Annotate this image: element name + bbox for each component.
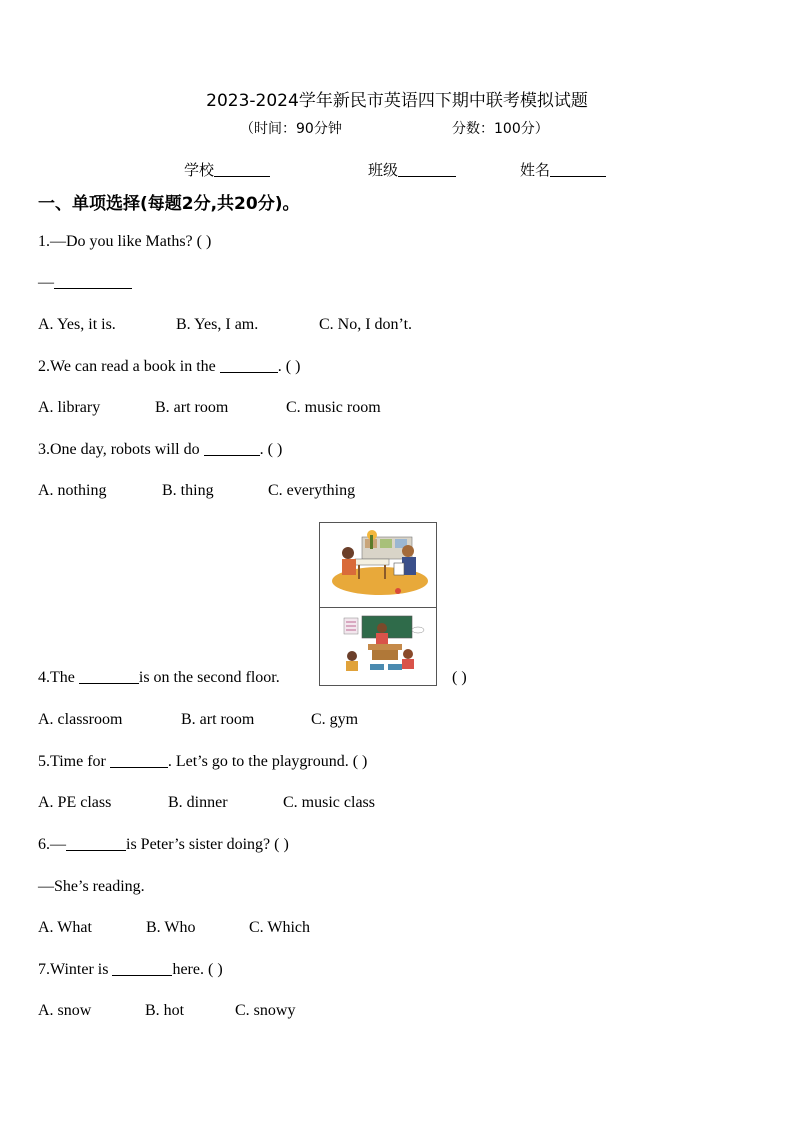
question-6 <box>38 836 289 854</box>
q3-blank <box>204 441 260 456</box>
q7-tail: here. ( ) <box>172 961 223 978</box>
q2-option-c: C. music room <box>286 399 381 416</box>
q6-tail: is Peter’s sister doing? ( ) <box>126 836 289 853</box>
question-5 <box>38 753 367 771</box>
q4-option-c: C. gym <box>311 711 359 728</box>
q2-tail: . ( ) <box>277 358 301 375</box>
name-blank <box>550 161 606 177</box>
q2-stem: 2.We can read a book in the <box>38 358 220 375</box>
answer-dash: — <box>38 274 54 291</box>
exam-score: 分数：100分） <box>452 121 549 137</box>
q7-stem: 7.Winter is <box>38 961 113 978</box>
q3-tail: . ( ) <box>259 441 283 458</box>
q1-option-c: C. No, I don’t. <box>319 316 413 333</box>
art-room-illustration <box>320 523 436 607</box>
q1-option-b: B. Yes, I am. <box>176 316 259 333</box>
question-1-answer-line <box>38 274 132 292</box>
q6-option-b: B. Who <box>146 919 196 936</box>
question-4-picture <box>319 522 437 686</box>
q3-option-a: A. nothing <box>38 482 107 499</box>
q5-stem: 5.Time for <box>38 753 110 770</box>
q6-option-c: C. Which <box>249 919 311 936</box>
q7-option-b: B. hot <box>145 1002 185 1019</box>
q4-blank <box>79 669 139 684</box>
q6-option-a: A. What <box>38 919 92 936</box>
class-label: 班级 <box>368 161 399 179</box>
q4-tail: is on the second floor. <box>138 669 280 686</box>
q5-option-a: A. PE class <box>38 794 112 811</box>
q5-tail: . Let’s go to the playground. ( ) <box>167 753 368 770</box>
class-blank <box>398 161 456 177</box>
section-title: 一、单项选择(每题2分,共20分)。 <box>38 194 300 214</box>
question-4 <box>38 669 280 687</box>
question-2 <box>38 358 300 376</box>
school-field <box>184 159 270 180</box>
name-label: 姓名 <box>520 161 551 179</box>
q7-option-a: A. snow <box>38 1002 92 1019</box>
q5-option-b: B. dinner <box>168 794 228 811</box>
classroom-illustration <box>320 608 436 685</box>
q3-stem: 3.One day, robots will do <box>38 441 204 458</box>
q5-blank <box>110 753 168 768</box>
q3-option-b: B. thing <box>162 482 214 499</box>
exam-title: 2023-2024学年新民市英语四下期中联考模拟试题 <box>206 91 588 111</box>
q2-option-b: B. art room <box>155 399 229 416</box>
question-3 <box>38 441 282 459</box>
q4-stem: 4.The <box>38 669 79 686</box>
q3-option-c: C. everything <box>268 482 356 499</box>
q6-blank <box>66 836 126 851</box>
name-field <box>520 159 606 180</box>
answer-blank <box>54 274 132 289</box>
q7-blank <box>112 961 172 976</box>
class-field <box>368 159 456 180</box>
school-blank <box>214 161 270 177</box>
school-label: 学校 <box>184 161 215 179</box>
q1-option-a: A. Yes, it is. <box>38 316 116 333</box>
q7-option-c: C. snowy <box>235 1002 296 1019</box>
exam-time: （时间：90分钟 <box>240 121 342 137</box>
q6-stem: 6.— <box>38 836 66 853</box>
question-6-reply: —She’s reading. <box>38 878 145 895</box>
q2-option-a: A. library <box>38 399 101 416</box>
q5-option-c: C. music class <box>283 794 375 811</box>
question-1: 1.—Do you like Maths? ( ) <box>38 233 212 250</box>
q2-blank <box>220 358 278 373</box>
q4-option-a: A. classroom <box>38 711 123 728</box>
question-7 <box>38 961 223 979</box>
q4-option-b: B. art room <box>181 711 255 728</box>
q4-answer-paren: ( ) <box>452 669 467 686</box>
